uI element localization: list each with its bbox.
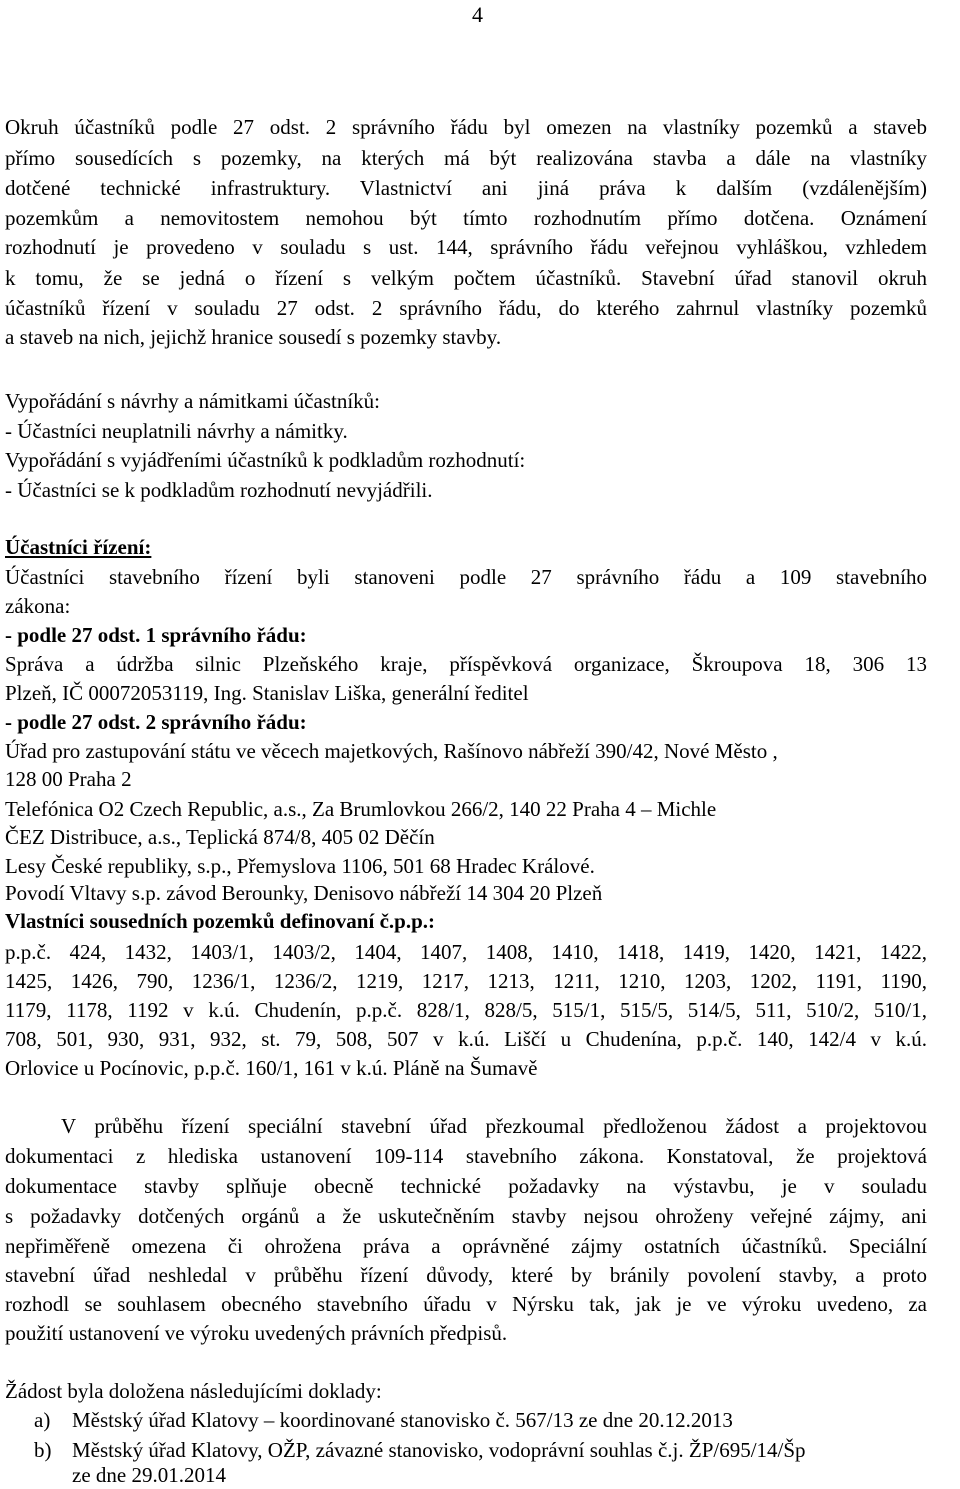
intro-line: a staveb na nich, jejichž hranice sousedí s pozemky stavby. [5,325,502,349]
participants-intro-line: zákona: [5,594,71,618]
statements-heading: Vypořádání s vyjádřeními účastníků k podkladům rozhodnutí: [5,448,526,472]
review-line: nepřiměřeně omezena či ohrožena práva a oprávněné zájmy ostatních účastníků. Speciální [5,1234,927,1258]
group1-line: Plzeň, IČ 00072053119, Ing. Stanislav Liška, generální ředitel [5,681,529,705]
participants-intro-line: Účastníci stavebního řízení byli stanoveni podle 27 správního řádu a 109 stavebního [5,565,927,589]
participants-heading: Účastníci řízení: [5,535,152,559]
intro-line: pozemkům a nemovitostem nemohou být tímto rozhodnutím přímo dotčena. Oznámení [5,206,927,230]
group1-line: Správa a údržba silnic Plzeňského kraje, příspěvková organizace, Škroupova 18, 306 13 [5,652,927,676]
intro-line: účastníků řízení v souladu 27 odst. 2 správního řádu, do kterého zahrnul vlastníky pozemků [5,296,927,320]
intro-line: Okruh účastníků podle 27 odst. 2 správního řádu byl omezen na vlastníky pozemků a staveb [5,115,927,139]
proposals-heading: Vypořádání s návrhy a námitkami účastníků: [5,389,380,413]
page-number: 4 [472,2,483,27]
neighbors-line: p.p.č. 424, 1432, 1403/1, 1403/2, 1404, 1407, 1408, 1410, 1418, 1419, 1420, 1421, 1422, [5,940,927,964]
group2-line: Telefónica O2 Czech Republic, a.s., Za Brumlovkou 266/2, 140 22 Praha 4 – Michle [5,797,717,821]
neighbors-line: Orlovice u Pocínovic, p.p.č. 160/1, 161 v k.ú. Pláně na Šumavě [5,1056,538,1080]
group2-line: ČEZ Distribuce, a.s., Teplická 874/8, 405 02 Děčín [5,825,435,849]
document-item-b [34,1437,806,1464]
neighbors-heading: Vlastníci sousedních pozemků definovaní č.p.p.: [5,909,435,933]
document-item-continuation: ze dne 29.01.2014 [72,1463,226,1487]
group2-line: Povodí Vltavy s.p. závod Berounky, Denisovo nábřeží 14 304 20 Plzeň [5,881,603,905]
review-line: s požadavky dotčených orgánů a že uskutečněním stavby nejsou ohroženy veřejné zájmy, ani [5,1204,927,1228]
proposals-text: - Účastníci neuplatnili návrhy a námitky. [5,419,348,443]
intro-line: přímo sousedících s pozemky, na kterých má být realizována stavba a dále na vlastníky [5,146,927,170]
group2-line: Úřad pro zastupování státu ve věcech majetkových, Rašínovo nábřeží 390/42, Nové Město , [5,739,778,763]
review-line: dokumentace stavby splňuje obecně technické požadavky na výstavbu, je v souladu [5,1174,927,1198]
review-line: použití ustanovení ve výroku uvedených právních předpisů. [5,1321,508,1345]
group2-heading: - podle 27 odst. 2 správního řádu: [5,710,307,734]
document-item-label: a) [34,1408,51,1432]
document-item-label: b) [34,1438,52,1462]
document-item-text: Městský úřad Klatovy, OŽP, závazné stanovisko, vodoprávní souhlas č.j. ŽP/695/14/Šp [72,1438,806,1462]
statements-text: - Účastníci se k podkladům rozhodnutí nevyjádřili. [5,478,433,502]
intro-line: rozhodnutí je provedeno v souladu s ust. 144, správního řádu veřejnou vyhláškou, vzhledem [5,235,927,259]
intro-line: k tomu, že se jedná o řízení s velkým počtem účastníků. Stavební úřad stanovil okruh [5,266,927,290]
group1-heading: - podle 27 odst. 1 správního řádu: [5,623,307,647]
documents-heading: Žádost byla doložena následujícími doklady: [5,1379,382,1403]
review-line: dokumentaci z hlediska ustanovení 109-114 stavebního zákona. Konstatoval, že projektová [5,1144,927,1168]
group2-line: 128 00 Praha 2 [5,767,132,791]
neighbors-line: 1179, 1178, 1192 v k.ú. Chudenín, p.p.č. 828/1, 828/5, 515/1, 515/5, 514/5, 511, 510/2, 510/1, [5,998,927,1022]
neighbors-line: 708, 501, 930, 931, 932, st. 79, 508, 507 v k.ú. Liščí u Chudenína, p.p.č. 140, 142/4 v k.ú. [5,1027,927,1051]
review-line: V průběhu řízení speciální stavební úřad přezkoumal předloženou žádost a projektovou [61,1114,927,1138]
group2-line: Lesy České republiky, s.p., Přemyslova 1106, 501 68 Hradec Králové. [5,854,595,878]
document-item-text: Městský úřad Klatovy – koordinované stanovisko č. 567/13 ze dne 20.12.2013 [72,1408,733,1432]
document-item-a [34,1407,733,1434]
neighbors-line: 1425, 1426, 790, 1236/1, 1236/2, 1219, 1217, 1213, 1211, 1210, 1203, 1202, 1191, 1190, [5,969,927,993]
review-line: stavební úřad neshledal v průběhu řízení důvody, které by bránily povolení stavby, a proto [5,1263,927,1287]
intro-line: dotčené technické infrastruktury. Vlastnictví ani jiná práva k dalším (vzdálenějším) [5,176,927,200]
review-line: rozhodl se souhlasem obecného stavebního úřadu v Nýrsku tak, jak je ve výroku uvedeno, za [5,1292,927,1316]
